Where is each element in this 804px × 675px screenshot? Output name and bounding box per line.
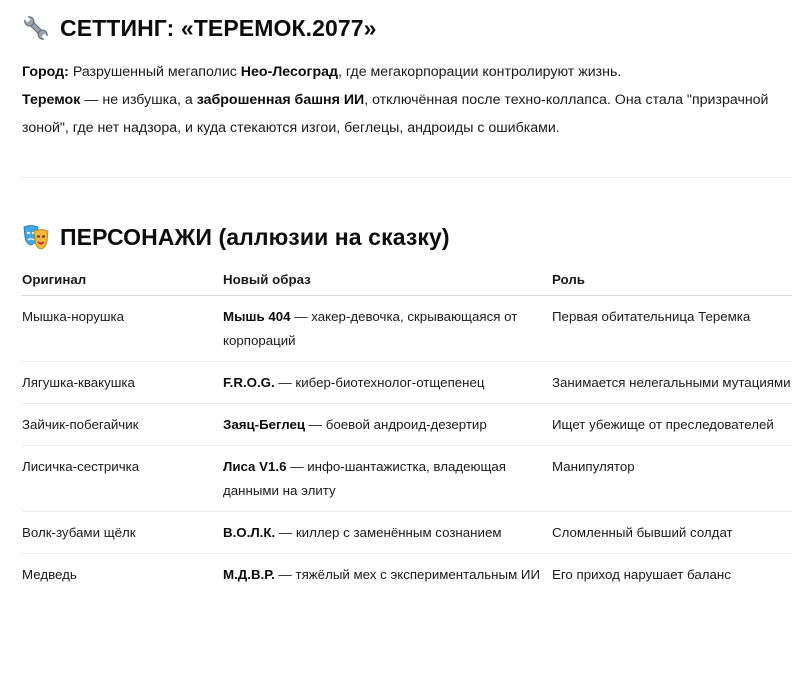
teremok-text-1: — не избушка, а [80,92,197,108]
setting-title: СЕТТИНГ: «ТЕРЕМОК.2077» [60,15,377,41]
character-name: В.О.Л.К. [223,525,276,540]
cell-new-image [223,554,552,596]
city-text-2: , где мегакорпорации контролируют жизнь. [338,64,622,80]
cell-role: Сломленный бывший солдат [552,512,792,554]
characters-title: ПЕРСОНАЖИ (аллюзии на сказку) [60,224,450,250]
setting-description [22,58,792,142]
character-name: Лиса V1.6 [223,459,287,474]
character-desc: — тяжёлый мех с экспериментальным ИИ [274,567,541,582]
cell-role: Первая обитательница Теремка [552,296,792,362]
character-desc: — киллер с заменённым сознанием [275,525,502,540]
character-desc: — боевой андроид-дезертир [305,417,487,432]
city-paragraph [22,58,792,86]
teremok-paragraph [22,86,792,142]
character-name: Мышь 404 [223,309,291,324]
table-row [22,446,792,512]
table-row [22,554,792,596]
setting-heading [22,13,377,43]
cell-role: Манипулятор [552,446,792,512]
cell-original: Лягушка-квакушка [22,362,223,404]
characters-table [22,263,792,595]
cell-original: Зайчик-побегайчик [22,404,223,446]
cell-original: Волк-зубами щёлк [22,512,223,554]
theater-masks-icon [22,223,50,251]
character-name: Заяц-Беглец [223,417,306,432]
table-row [22,296,792,362]
cell-role: Ищет убежище от преследователей [552,404,792,446]
table-row [22,512,792,554]
header-new-image: Новый образ [223,263,552,296]
cell-role: Его приход нарушает баланс [552,567,731,582]
characters-heading [22,222,450,252]
cell-new-image [223,404,552,446]
cell-original: Мышка-норушка [22,296,223,362]
character-name: М.Д.В.Р. [223,567,275,582]
cell-original: Медведь [22,567,77,582]
cell-new-image [223,362,552,404]
wrench-icon [22,14,50,42]
cell-new-image [223,446,552,512]
cell-original: Лисичка-сестричка [22,446,223,512]
header-role: Роль [552,263,792,296]
city-label: Город: [22,64,69,80]
section-divider [22,177,792,178]
character-desc: — хакер-девочка, скрывающаяся от корпораций [223,309,518,348]
table-row [22,404,792,446]
teremok-label: Теремок [22,92,81,108]
cell-new-image [223,296,552,362]
city-name: Нео-Лесоград [240,64,339,80]
teremok-bold: заброшенная башня ИИ [196,92,365,108]
city-text-1: Разрушенный мегаполис [68,64,241,80]
character-name: F.R.O.G. [223,375,275,390]
character-desc: — кибер-биотехнолог-отщепенец [274,375,485,390]
cell-role: Занимается нелегальными мутациями [552,362,792,404]
table-header-row [22,263,792,296]
cell-new-image [223,512,552,554]
teremok-text-2: , отключённая после техно-коллапса. Она стала "призрачной зоной", где нет надзора, и куда стекаются изгои, беглецы, андроиды с ошибками. [22,92,769,136]
table-row [22,362,792,404]
character-desc: — инфо-шантажистка, владеющая данными на элиту [223,459,507,498]
header-original: Оригинал [22,263,223,296]
